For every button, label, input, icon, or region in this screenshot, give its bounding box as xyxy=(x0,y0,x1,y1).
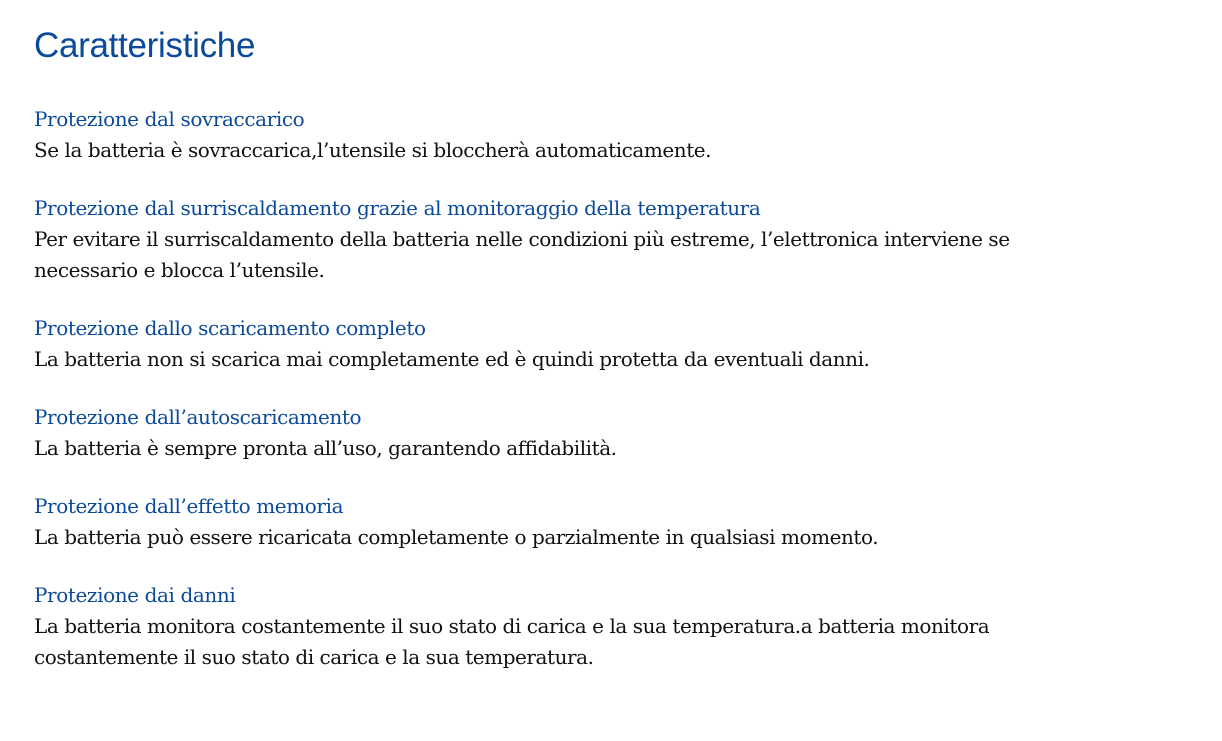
feature-heading: Protezione dai danni xyxy=(34,583,236,607)
feature-deep-discharge xyxy=(34,313,1194,375)
feature-description: Per evitare il surriscaldamento della batteria nelle condizioni più estreme, l’elettronica interviene se necessario e blocca l’utensile. xyxy=(34,227,1010,282)
feature-description: La batteria è sempre pronta all’uso, garantendo affidabilità. xyxy=(34,436,617,460)
feature-self-discharge xyxy=(34,402,1194,464)
feature-damage xyxy=(34,580,1194,673)
feature-overload xyxy=(34,104,1194,166)
feature-overheating xyxy=(34,193,1194,286)
feature-heading: Protezione dall’effetto memoria xyxy=(34,494,344,518)
feature-description: Se la batteria è sovraccarica,l’utensile si bloccherà automaticamente. xyxy=(34,138,712,162)
feature-heading: Protezione dall’autoscaricamento xyxy=(34,405,362,429)
feature-description: La batteria può essere ricaricata completamente o parzialmente in qualsiasi momento. xyxy=(34,525,879,549)
features-list xyxy=(34,104,1194,673)
document-page xyxy=(34,22,1194,700)
feature-heading: Protezione dal surriscaldamento grazie al monitoraggio della temperatura xyxy=(34,196,761,220)
page-title: Caratteristiche xyxy=(34,26,256,65)
feature-description: La batteria non si scarica mai completamente ed è quindi protetta da eventuali danni. xyxy=(34,347,870,371)
feature-heading: Protezione dallo scaricamento completo xyxy=(34,316,426,340)
feature-memory-effect xyxy=(34,491,1194,553)
feature-description: La batteria monitora costantemente il suo stato di carica e la sua temperatura.a batteria monitora costantemente il suo stato di carica e la sua temperatura. xyxy=(34,614,990,669)
feature-heading: Protezione dal sovraccarico xyxy=(34,107,305,131)
